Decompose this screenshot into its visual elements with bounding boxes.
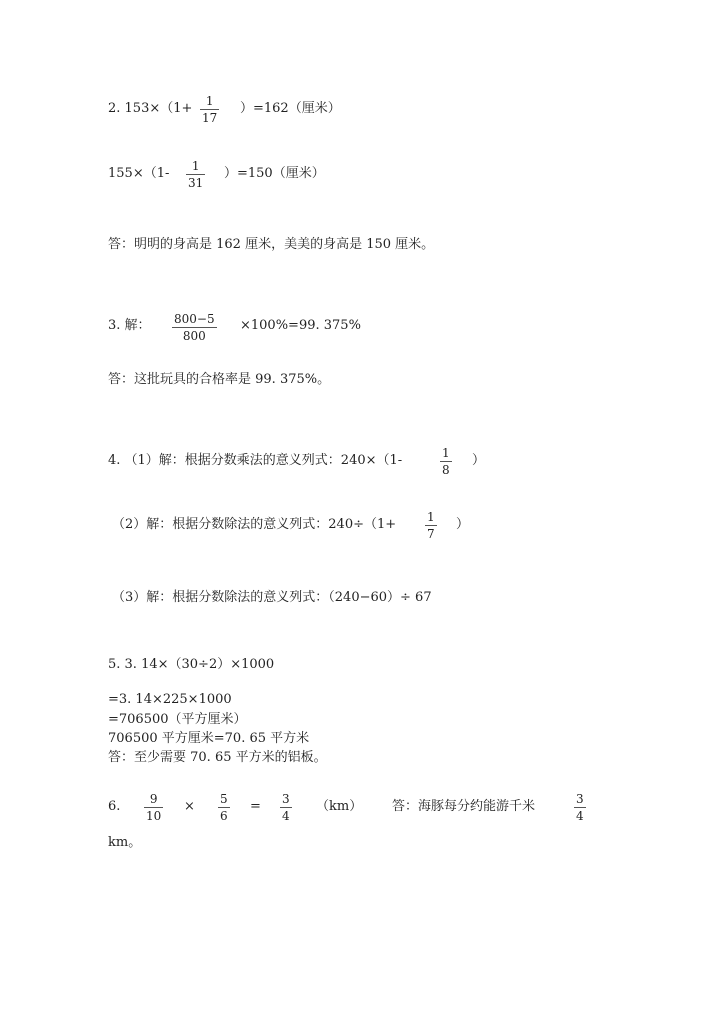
q6-tail: km。: [108, 835, 142, 850]
fraction-numerator: 9: [149, 792, 158, 806]
fraction-denominator: 8: [442, 463, 450, 477]
fraction-denominator: 7: [427, 527, 435, 541]
fraction-denominator: 31: [188, 176, 204, 190]
fraction-denominator: 4: [576, 809, 584, 823]
fraction-denominator: 800: [182, 329, 206, 343]
q5-line4: 706500 平方厘米=70. 65 平方米: [108, 731, 310, 746]
fraction-denominator: 17: [202, 111, 218, 125]
q3-label: 3. 解：: [108, 318, 151, 333]
q6-unit: （km）: [316, 799, 363, 814]
q4-part1-close: ）: [472, 453, 486, 468]
q4-part2-fraction: [425, 510, 437, 541]
q3-answer: 答：这批玩具的合格率是 99. 375%。: [108, 372, 331, 387]
q6-fraction-2: [218, 792, 230, 823]
q6-times-sign: ×: [184, 799, 195, 814]
fraction-numerator: 3: [576, 792, 584, 806]
fraction-denominator: 4: [282, 809, 290, 823]
fraction-denominator: 10: [146, 809, 162, 823]
q3-fraction: [172, 312, 217, 343]
q2-answer: 答：明明的身高是 162 厘米，美美的身高是 150 厘米。: [108, 237, 435, 252]
fraction-numerator: 1: [427, 510, 435, 524]
q2-line1-text: 2. 153×（1+: [108, 101, 193, 116]
q4-part3-text: （3）解：根据分数除法的意义列式：（240−60）÷ 67: [112, 590, 432, 605]
fraction-denominator: 6: [220, 809, 228, 823]
q2-line2-result: ）=150（厘米）: [224, 166, 325, 181]
q5-line3: =706500（平方厘米）: [108, 712, 247, 727]
q4-part1-text: 4. （1）解：根据分数乘法的意义列式：240×（1-: [108, 453, 403, 468]
q2-line2-text: 155×（1-: [108, 166, 170, 181]
q4-part2-text: （2）解：根据分数除法的意义列式：240÷（1+: [112, 517, 397, 532]
q6-fraction-4: [574, 792, 586, 823]
q6-fraction-1: [144, 792, 163, 823]
fraction-numerator: 1: [191, 159, 200, 173]
q6-label: 6.: [108, 799, 121, 814]
q4-part2-close: ）: [456, 517, 470, 532]
q4-part1-fraction: [440, 446, 452, 477]
q2-line1-fraction: [200, 94, 219, 125]
fraction-numerator: 5: [220, 792, 228, 806]
q5-answer: 答：至少需要 70. 65 平方米的铝板。: [108, 750, 327, 765]
q2-line1-result: ）=162（厘米）: [240, 101, 341, 116]
fraction-numerator: 1: [442, 446, 450, 460]
q6-equals-sign: =: [250, 799, 261, 814]
fraction-numerator: 1: [205, 94, 214, 108]
fraction-numerator: 3: [282, 792, 290, 806]
q6-answer: 答：海豚每分约能游千米: [392, 799, 536, 814]
q5-line1: 5. 3. 14×（30÷2）×1000: [108, 657, 275, 672]
q5-line2: =3. 14×225×1000: [108, 692, 232, 707]
fraction-numerator: 800−5: [174, 312, 215, 326]
q3-result: ×100%=99. 375%: [240, 318, 361, 333]
q6-fraction-3: [280, 792, 292, 823]
q2-line2-fraction: [186, 159, 205, 190]
